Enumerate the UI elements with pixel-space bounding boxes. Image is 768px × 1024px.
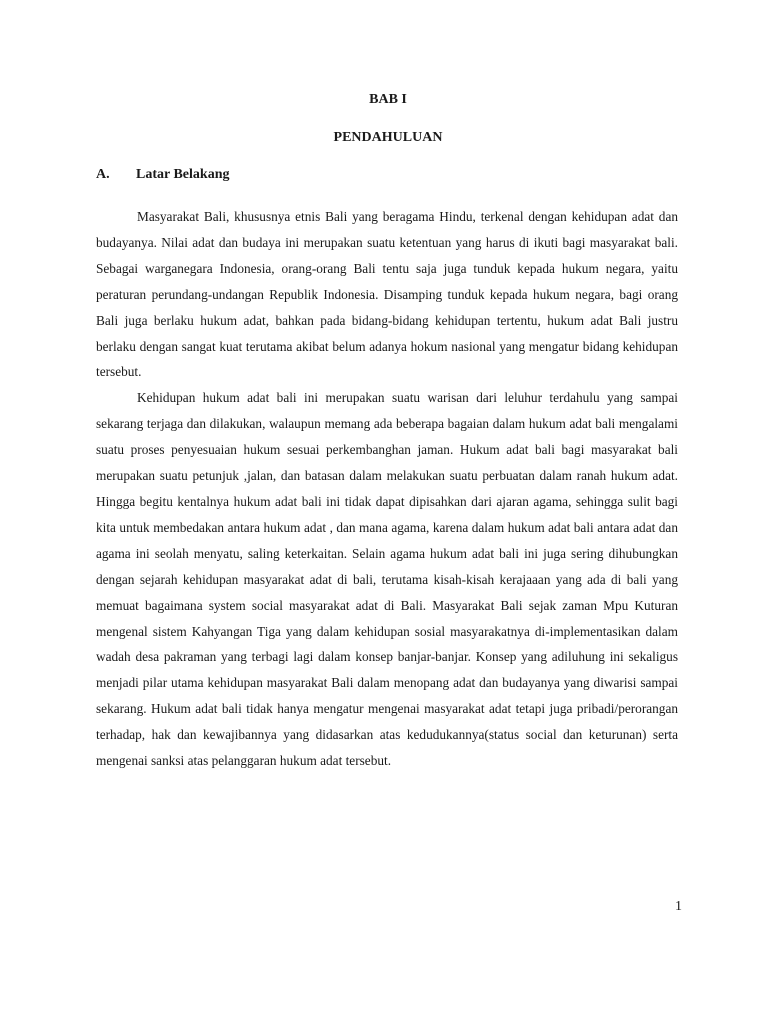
body-text xyxy=(96,204,678,774)
section-heading xyxy=(96,167,229,183)
section-number: A. xyxy=(96,167,110,182)
page-number: 1 xyxy=(675,899,682,914)
paragraph-2: Kehidupan hukum adat bali ini merupakan suatu warisan dari leluhur terdahulu yang sampai sekarang terjaga dan dilakukan, walaupun memang ada beberapa bagaian dalam hukum adat bali mengalami suatu proses penyesuaian hukum sesuai perkembanghan jaman. Hukum adat bali bagi masyarakat bali merupakan suatu petunjuk ,jalan, dan batasan dalam melakukan suatu perbuatan dalam ranah hukum adat. Hingga begitu kentalnya hukum adat bali ini tidak dapat dipisahkan dari ajaran agama, sehingga sulit bagi kita untuk membedakan antara hukum adat , dan mana agama, karena dalam hukum adat bali antara adat dan agama ini seolah menyatu, saling keterkaitan. Selain agama hukum adat bali ini juga sering dihubungkan dengan sejarah kehidupan masyarakat adat di bali, terutama kisah-kisah kerajaaan yang ada di bali yang memuat bagaimana system social masyarakat adat di Bali. Masyarakat Bali sejak zaman Mpu Kuturan mengenal sistem Kahyangan Tiga yang dalam kehidupan sosial masyarakatnya di-implementasikan dalam wadah desa pakraman yang terbagi lagi dalam konsep banjar-banjar. Konsep yang adiluhung ini sekaligus menjadi pilar utama kehidupan masyarakat Bali dalam menopang adat dan budayanya yang diwarisi sampai sekarang. Hukum adat bali tidak hanya mengatur mengenai masyarakat adat tetapi juga pribadi/perorangan terhadap, hak dan kewajibannya yang didasarkan atas kedudukannya(status social dan keturunan) serta mengenai sanksi atas pelanggaran hukum adat tersebut. xyxy=(96,390,678,769)
paragraph-1: Masyarakat Bali, khususnya etnis Bali yang beragama Hindu, terkenal dengan kehidupan adat dan budayanya. Nilai adat dan budaya ini merupakan suatu ketentuan yang harus di ikuti bagi masyarakat bali. Sebagai warganegara Indonesia, orang-orang Bali tentu saja juga tunduk kepada hukum negara, yaitu peraturan perundang-undangan Republik Indonesia. Disamping tunduk kepada hukum negara, bagi orang Bali juga berlaku hukum adat, bahkan pada bidang-bidang kehidupan tertentu, hukum adat Bali justru berlaku dengan sangat kuat terutama akibat belum adanya hokum nasional yang mengatur bidang kehidupan tersebut. xyxy=(96,209,678,380)
chapter-title: PENDAHULUAN xyxy=(333,130,443,145)
section-title: Latar Belakang xyxy=(136,167,230,182)
chapter-number: BAB I xyxy=(369,92,407,107)
